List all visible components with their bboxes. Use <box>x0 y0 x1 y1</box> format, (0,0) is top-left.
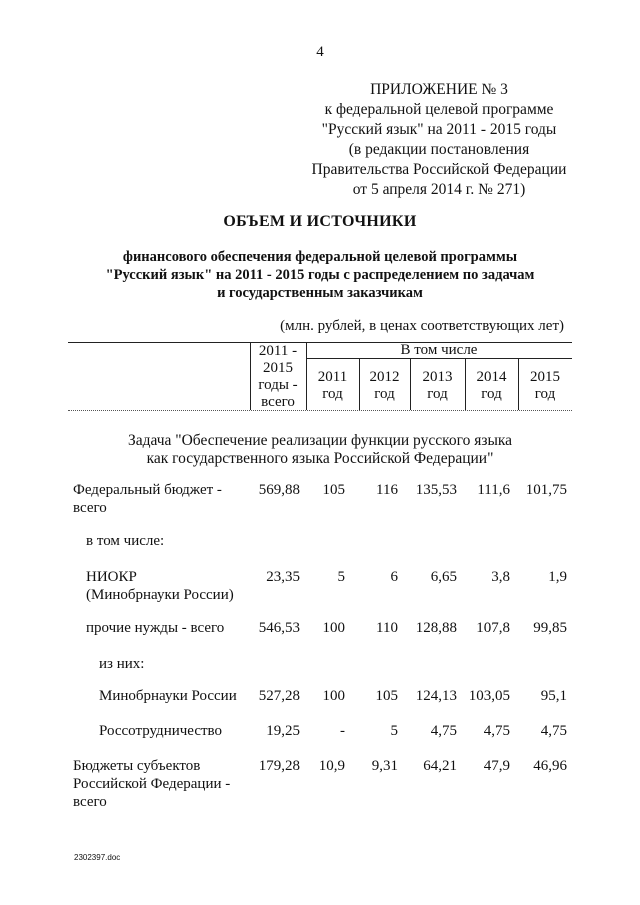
cell-2011: 100 <box>322 620 345 636</box>
row-label-regional-budgets: Бюджеты субъектов Российской Федерации - всего <box>73 758 231 810</box>
cell-total: 546,53 <box>258 620 300 636</box>
task-title: Задача "Обеспечение реализации функции русского языка как государственного языка Российской Федерации" <box>127 432 513 467</box>
subtitle-line: "Русский язык" на 2011 - 2015 годы с распределением по задачам <box>105 267 535 283</box>
units-note: (млн. рублей, в ценах соответствующих лет) <box>280 318 564 334</box>
row-label-minobrnauki: Минобрнауки России <box>99 688 237 704</box>
cell-2012: 9,31 <box>371 758 398 774</box>
cell-total: 569,88 <box>258 482 300 498</box>
table-header-bottom-rule <box>68 410 572 411</box>
cell-2011: 5 <box>337 569 345 585</box>
row-label-federal-budget: Федеральный бюджет - всего <box>73 482 222 516</box>
file-name-footer: 2302397.doc <box>74 853 121 862</box>
cell-2012: 105 <box>375 688 398 704</box>
cell-2012: 5 <box>390 723 398 739</box>
cell-2013: 135,53 <box>415 482 457 498</box>
cell-2011: 100 <box>322 688 345 704</box>
appendix-block <box>290 80 588 200</box>
cell-2014: 4,75 <box>483 723 510 739</box>
row-label-niokr: НИОКР (Минобрнауки России) <box>86 569 234 603</box>
appendix-line: ПРИЛОЖЕНИЕ № 3 <box>370 81 508 98</box>
cell-2015: 4,75 <box>540 723 567 739</box>
appendix-line: Правительства Российской Федерации <box>311 161 567 178</box>
header-year-2015: 2015 год <box>530 369 560 402</box>
cell-2014: 103,05 <box>468 688 510 704</box>
header-total: 2011 - 2015 годы - всего <box>258 343 298 410</box>
cell-2011: 10,9 <box>318 758 345 774</box>
cell-2014: 111,6 <box>477 482 510 498</box>
cell-2013: 6,65 <box>430 569 457 585</box>
cell-2014: 107,8 <box>476 620 510 636</box>
appendix-line: к федеральной целевой программе <box>324 101 554 118</box>
header-including: В том числе <box>400 342 478 358</box>
header-year-2014: 2014 год <box>476 369 507 402</box>
cell-2013: 64,21 <box>423 758 457 774</box>
header-year-2013: 2013 год <box>422 369 453 402</box>
document-subtitle <box>30 248 610 302</box>
cell-2013: 4,75 <box>430 723 457 739</box>
cell-total: 527,28 <box>258 688 300 704</box>
cell-2011: - <box>340 723 345 739</box>
cell-2012: 6 <box>390 569 398 585</box>
cell-2015: 46,96 <box>533 758 567 774</box>
subtitle-line: и государственным заказчикам <box>217 285 423 301</box>
appendix-line: "Русский язык" на 2011 - 2015 годы <box>321 121 557 138</box>
row-label-rossotrudnichestvo: Россотрудничество <box>99 723 223 739</box>
cell-2012: 110 <box>376 620 398 636</box>
cell-total: 19,25 <box>266 723 300 739</box>
row-label-other-needs: прочие нужды - всего <box>86 620 225 636</box>
subtitle-line: финансового обеспечения федеральной целевой программы <box>122 249 518 265</box>
row-label-of-which: из них: <box>99 656 145 672</box>
cell-2015: 95,1 <box>540 688 567 704</box>
cell-total: 23,35 <box>266 569 300 585</box>
cell-2014: 3,8 <box>491 569 510 585</box>
cell-2015: 99,85 <box>533 620 567 636</box>
cell-2015: 1,9 <box>548 569 567 585</box>
cell-2011: 105 <box>322 482 345 498</box>
cell-2012: 116 <box>376 482 398 498</box>
appendix-line: от 5 апреля 2014 г. № 271) <box>352 181 526 198</box>
cell-2013: 128,88 <box>415 620 457 636</box>
header-year-2012: 2012 год <box>369 369 400 402</box>
document-title: ОБЪЕМ И ИСТОЧНИКИ <box>223 213 417 230</box>
cell-total: 179,28 <box>258 758 300 774</box>
header-year-2011: 2011 год <box>317 369 348 402</box>
cell-2015: 101,75 <box>525 482 567 498</box>
cell-2014: 47,9 <box>483 758 510 774</box>
appendix-line: (в редакции постановления <box>348 141 530 158</box>
cell-2013: 124,13 <box>415 688 457 704</box>
row-label-including: в том числе: <box>86 533 165 549</box>
page-number: 4 <box>316 44 324 60</box>
